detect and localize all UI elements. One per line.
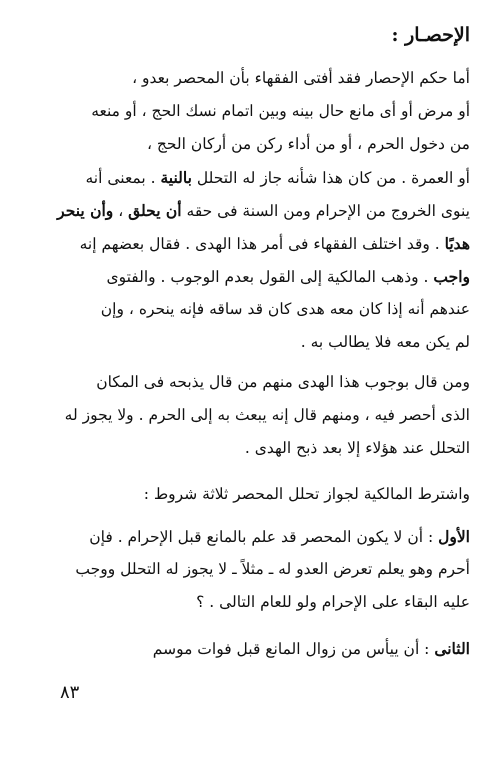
text-run: أو مرض أو أى مانع حال بينه وبين اتمام نسك الحج ، أو منعه [91, 102, 470, 120]
section-heading: الإحصـار : [391, 24, 470, 46]
text-run: عليه البقاء على الإحرام ولو للعام التالى . ؟ [196, 593, 470, 611]
text-run: الذى أحصر فيه ، ومنهم قال إنه يبعث به إلى الحرم . ولا يجوز له [64, 406, 470, 424]
text-line [38, 553, 470, 586]
text-line [38, 194, 470, 227]
paragraph-condition-second [38, 632, 470, 665]
paragraph-conditions-intro [38, 478, 470, 511]
text-run: أما حكم الإحصار فقد أفتى الفقهاء بأن المحصر بعدو ، [132, 69, 470, 87]
text-run: : أن لا يكون المحصر قد علم بالمانع قبل الإحرام . فإن [89, 528, 439, 546]
text-line [38, 632, 470, 665]
text-run: التحلل عند هؤلاء إلا بعد ذبح الهدى . [244, 439, 470, 457]
text-run: . وقد اختلف الفقهاء فى أمر هذا الهدى . فقال بعضهم إنه [79, 235, 445, 253]
text-line [38, 520, 470, 553]
text-run: عندهم أنه إذا كان معه هدى كان قد ساقه فإنه ينحره ، وإن [100, 300, 470, 318]
bold-term: هديًا [444, 234, 470, 253]
text-line [38, 260, 470, 293]
text-run: واشترط المالكية لجواز تحلل المحصر ثلاثة شروط : [143, 485, 470, 503]
text-run: : أن ييأس من زوال المانع قبل فوات موسم [152, 640, 435, 658]
text-line [38, 128, 470, 161]
text-run: ومن قال بوجوب هذا الهدى منهم من قال يذبحه فى المكان [96, 373, 470, 391]
text-run: أو العمرة . من كان هذا شأنه جاز له التحلل [191, 169, 470, 187]
text-run: ، [113, 202, 129, 220]
text-line [38, 399, 470, 432]
page-number: ٨٣ [60, 682, 80, 703]
bold-term: واجب [433, 267, 470, 286]
text-line [38, 161, 470, 194]
bold-term: أن يحلق [128, 201, 182, 220]
text-line [38, 432, 470, 465]
bold-term: الثانى [434, 639, 470, 658]
text-run: لم يكن معه فلا يطالب به . [300, 333, 470, 351]
text-line [38, 326, 470, 359]
text-line [38, 95, 470, 128]
text-line [38, 586, 470, 619]
paragraph-sacrifice [38, 366, 470, 465]
text-line [38, 478, 470, 511]
text-run: . وذهب المالكية إلى القول بعدم الوجوب . والفتوى [106, 268, 434, 286]
text-line [38, 62, 470, 95]
bold-term: بالنية [160, 168, 192, 187]
paragraph-condition-first [38, 520, 470, 619]
text-run: أحرم وهو يعلم تعرض العدو له ـ مثلاً ـ لا يجوز له التحلل ووجب [75, 560, 470, 578]
text-line [38, 293, 470, 326]
text-run: . بمعنى أنه [85, 169, 161, 187]
text-line [38, 227, 470, 260]
text-run: ينوى الخروج من الإحرام ومن السنة فى حقه [181, 202, 470, 220]
text-line [38, 366, 470, 399]
paragraph-ruling [38, 62, 470, 359]
text-run: من دخول الحرم ، أو من أداء ركن من أركان الحج ، [146, 135, 470, 153]
bold-term: وأن ينحر [57, 201, 114, 220]
bold-term: الأول [438, 527, 470, 546]
